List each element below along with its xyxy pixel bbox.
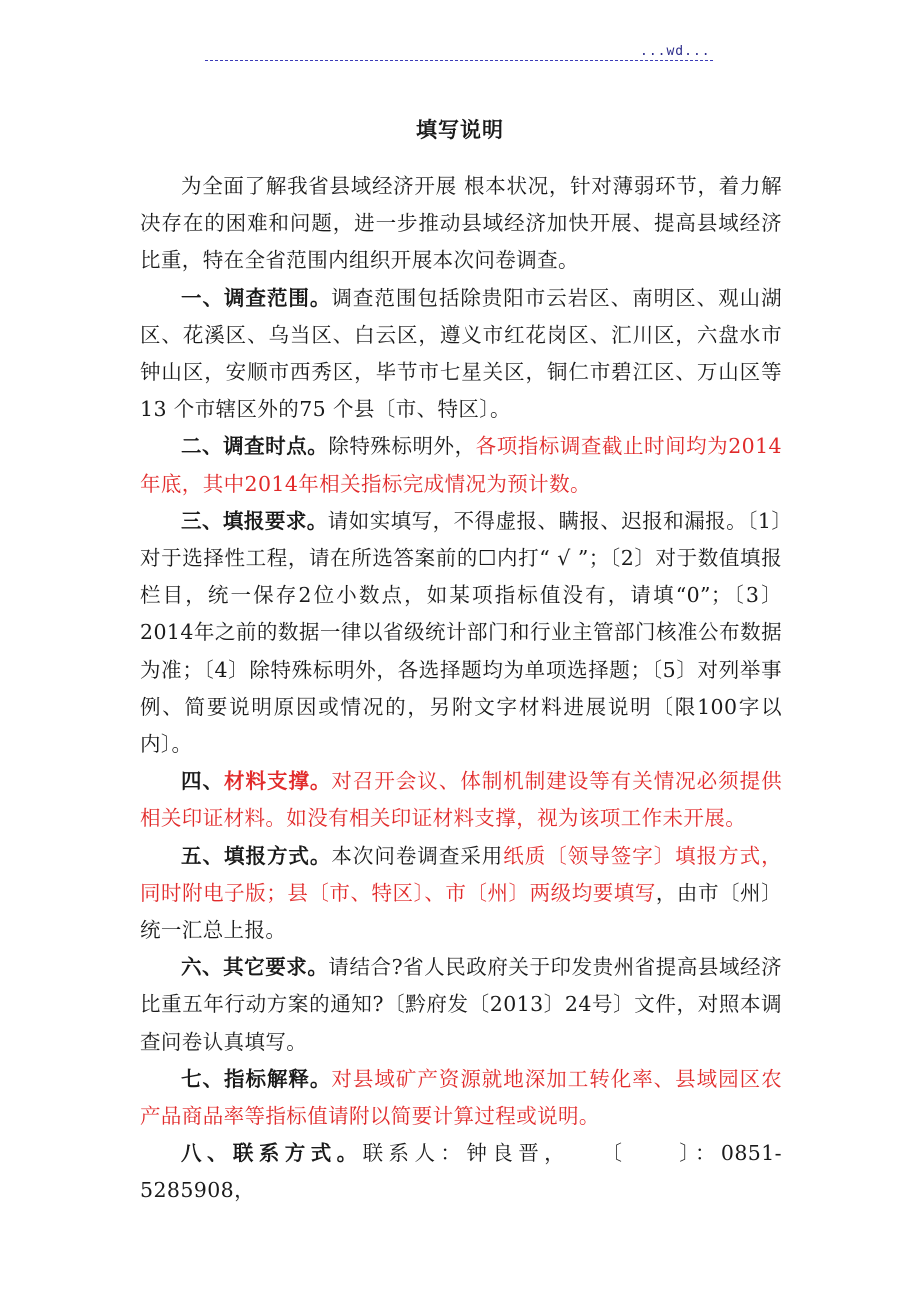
section-survey-scope [140, 280, 782, 429]
section-heading: 五、填报方式。 [181, 843, 332, 868]
section-text: 请结合?省人民政府关于印发贵州省提高县域经济比重五年行动方案的通知?〔黔府发〔2013〕24号〕文件，对照本调查问卷认真填写。 [140, 955, 782, 1054]
section-heading-highlight: 材料支撑。 [223, 769, 332, 794]
section-heading: 三、填报要求。 [181, 508, 328, 533]
section-heading: 二、调查时点。 [181, 434, 329, 459]
section-heading: 六、其它要求。 [181, 955, 329, 980]
section-contact [140, 1135, 782, 1209]
section-filling-requirements [140, 503, 782, 763]
section-other-requirements [140, 949, 782, 1061]
section-text: 联系人：钟良晋， 〔 〕：0851-5285908， [140, 1141, 782, 1203]
section-survey-time [140, 428, 782, 502]
section-text-highlight: 各项指标调查截止时间均为2014年底，其中2014年相关指标完成情况为预计数。 [140, 434, 782, 496]
header-mark: ...wd... [640, 44, 711, 59]
intro-paragraph: 为全面了解我省县域经济开展 根本状况，针对薄弱环节，着力解决存在的困难和问题，进一步推动县域经济加快开展、提高县域经济比重，特在全省范围内组织开展本次问卷调查。 [140, 174, 782, 273]
section-text-highlight: 纸质〔领导签字〕填报方式，同时附电子版；县〔市、特区〕、市〔州〕两级均要填写 [140, 843, 783, 905]
section-text: ，由市〔州〕统一汇总上报。 [140, 880, 782, 943]
section-heading: 八、联系方式。 [181, 1141, 363, 1166]
section-text: 本次问卷调查采用 [331, 843, 504, 868]
page-title: 填写说明 [416, 117, 504, 142]
section-text: 请如实填写，不得虚报、瞒报、迟报和漏报。〔1〕对于选择性工程，请在所选答案前的☐内打“ √ ”；〔2〕对于数值填报栏目，统一保存2位小数点，如某项指标值没有，请填“0”；〔3〕2014年之前的数据一律以省级统计部门和行业主管部门核准公布数据为准；〔4〕除特殊标明外，各选择题均为单项选择题；〔5〕对列举事例、简要说明原因或情况的，另附文字材料进展说明〔限100字以内〕。 [140, 508, 782, 757]
document-body [140, 168, 782, 1210]
section-indicator-explanation [140, 1061, 782, 1135]
section-heading: 一、调查范围。 [181, 285, 332, 310]
section-heading: 七、指标解释。 [181, 1066, 332, 1091]
section-text: 除特殊标明外， [328, 434, 476, 459]
section-heading: 四、 [181, 769, 224, 794]
section-text-highlight: 对县域矿产资源就地深加工转化率、县域园区农产品商品率等指标值请附以简要计算过程或说明。 [140, 1066, 782, 1129]
section-text: 调查范围包括除贵阳市云岩区、南明区、观山湖区、花溪区、乌当区、白云区，遵义市红花岗区、汇川区，六盘水市钟山区，安顺市西秀区，毕节市七星关区，铜仁市碧江区、万山区等13 个市辖区外的75 个县〔市、特区〕。 [140, 285, 782, 422]
section-filling-method [140, 838, 782, 950]
section-text-highlight: 对召开会议、体制机制建设等有关情况必须提供相关印证材料。如没有相关印证材料支撑，视为该项工作未开展。 [140, 769, 783, 831]
header-dashed-rule [205, 60, 713, 61]
section-material-support [140, 763, 782, 837]
